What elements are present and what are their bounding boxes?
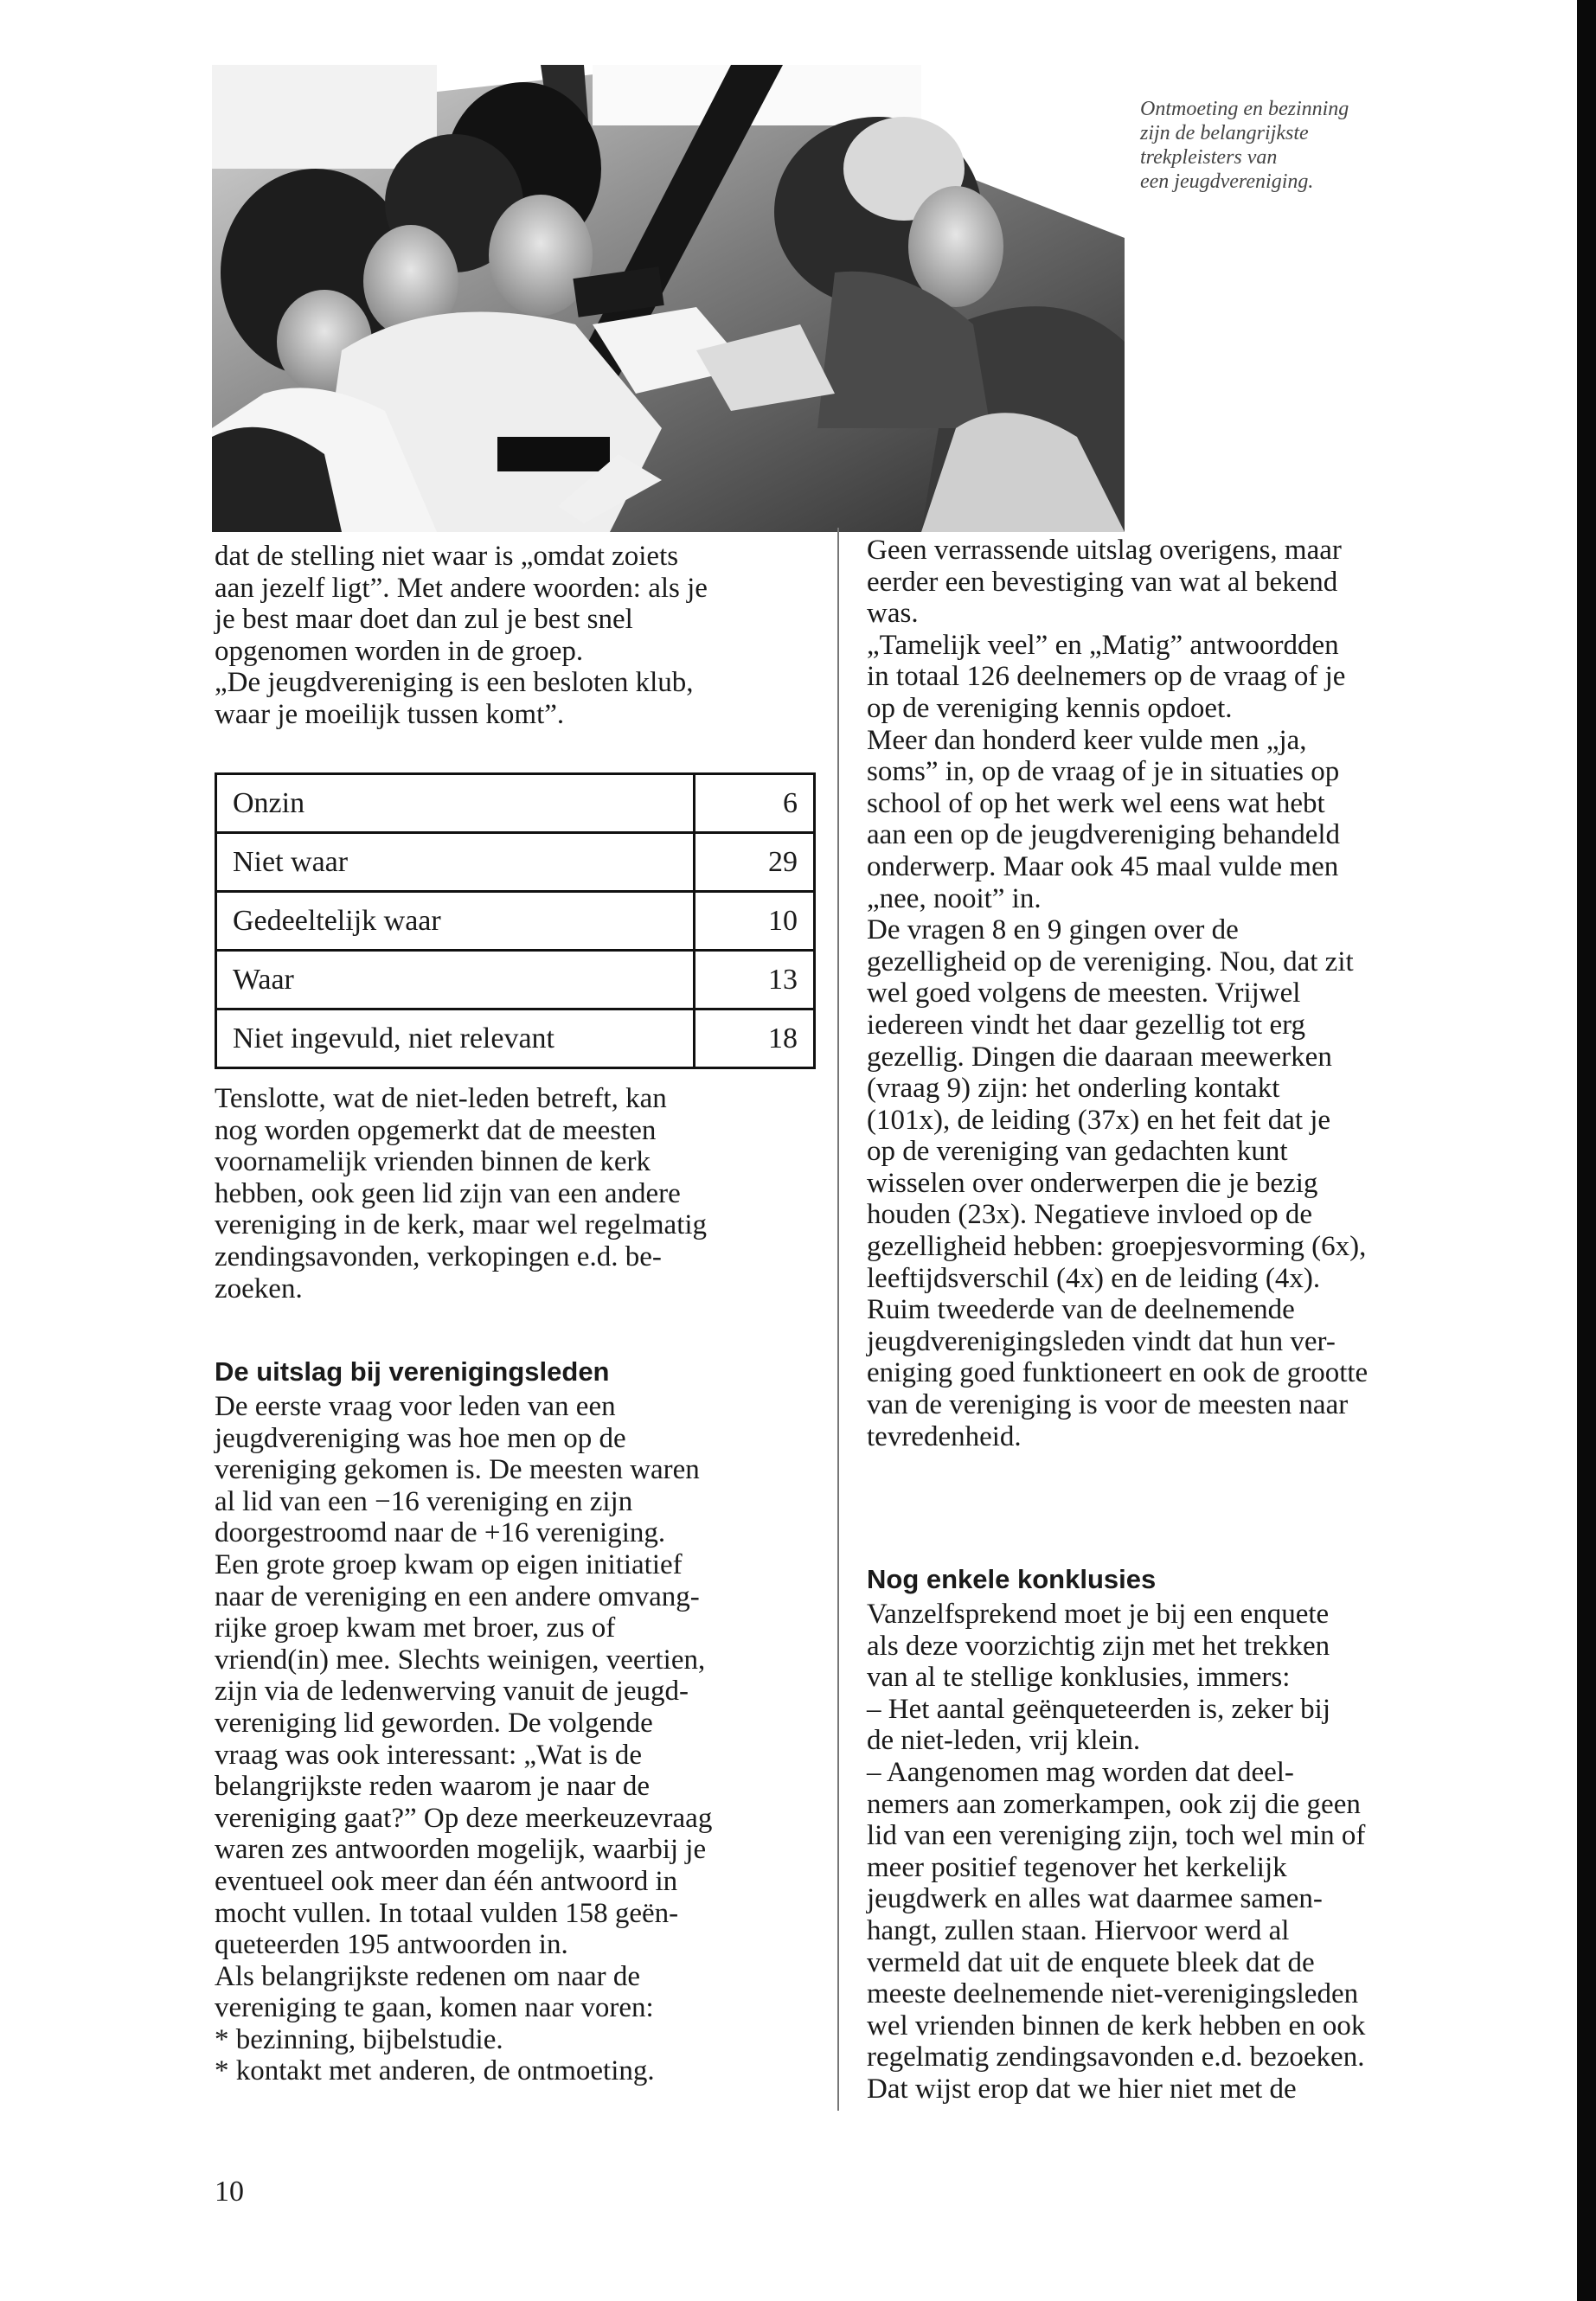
text-line: nog worden opgemerkt dat de meesten — [215, 1114, 657, 1146]
text-line: van al te stellige konklusies, immers: — [867, 1662, 1291, 1694]
caption-line: zijn de belangrijkste — [1140, 122, 1309, 144]
text-line: tevredenheid. — [867, 1420, 1022, 1452]
text-line: zijn via de ledenwerving vanuit de jeugd- — [215, 1676, 689, 1708]
text-line: * bezinning, bijbelstudie. — [215, 2023, 503, 2055]
table-row — [216, 833, 815, 892]
row-value: 13 — [695, 951, 815, 1009]
text-line: Als belangrijkste redenen om naar de — [215, 1960, 641, 1992]
text-line: „Tamelijk veel” en „Matig” antwoordden — [867, 629, 1339, 661]
text-line: eventueel ook meer dan één antwoord in — [215, 1865, 678, 1897]
text-line: De vragen 8 en 9 gingen over de — [867, 914, 1239, 946]
table-row — [216, 892, 815, 951]
text-line: hangt, zullen staan. Hiervoor werd al — [867, 1914, 1290, 1946]
text-line: „De jeugdvereniging is een besloten klub, — [215, 667, 694, 699]
text-line: hebben, ook geen lid zijn van een andere — [215, 1177, 681, 1209]
row-label: Waar — [216, 951, 695, 1009]
text-line: – Het aantal geënqueteerden is, zeker bij — [867, 1693, 1330, 1725]
text-line: naar de vereniging en een andere omvang- — [215, 1580, 700, 1612]
text-line: wel goed volgens de meesten. Vrijwel — [867, 977, 1301, 1009]
text-line: jeugdvereniging was hoe men op de — [215, 1422, 626, 1454]
text-line: eerder een bevestiging van wat al bekend — [867, 566, 1338, 598]
text-line: waar je moeilijk tussen komt”. — [215, 698, 565, 730]
page-number: 10 — [215, 2176, 244, 2208]
text-line: vraag was ook interessant: „Wat is de — [215, 1739, 643, 1771]
photo-caption — [1140, 97, 1486, 194]
section-verenigingsleden — [215, 1356, 824, 2087]
text-line: Dat wijst erop dat we hier niet met de — [867, 2073, 1297, 2105]
text-line: van de vereniging is voor de meesten naar — [867, 1389, 1349, 1421]
text-line: op de vereniging van gedachten kunt — [867, 1136, 1288, 1168]
text-line: je best maar doet dan zul je best snel — [215, 604, 633, 636]
section-heading: Nog enkele konklusies — [867, 1564, 1157, 1594]
text-line: vereniging in de kerk, maar wel regelmatig — [215, 1209, 708, 1241]
text-line: – Aangenomen mag worden dat deel- — [867, 1756, 1294, 1788]
text-line: voornamelijk vrienden binnen de kerk — [215, 1146, 651, 1178]
text-line: gezelligheid hebben: groepjesvorming (6x), — [867, 1231, 1367, 1263]
text-line: waren zes antwoorden mogelijk, waarbij je — [215, 1834, 707, 1866]
text-line: jeugdverenigingsleden vindt dat hun ver- — [867, 1325, 1336, 1357]
text-line: Meer dan honderd keer vulde men „ja, — [867, 724, 1307, 756]
text-line: onderwerp. Maar ook 45 maal vulde men — [867, 850, 1339, 882]
text-line: meer positief tegenover het kerkelijk — [867, 1851, 1287, 1883]
text-line: rijke groep kwam met broer, zus of — [215, 1612, 616, 1644]
text-line: iedereen vindt het daar gezellig tot erg — [867, 1009, 1306, 1041]
text-line: jeugdwerk en alles wat daarmee samen- — [867, 1883, 1323, 1915]
text-line: (101x), de leiding (37x) en het feit dat je — [867, 1104, 1331, 1136]
text-line: houden (23x). Negatieve invloed op de — [867, 1199, 1313, 1231]
text-line: de niet-leden, vrij klein. — [867, 1725, 1141, 1757]
text-line: regelmatig zendingsavonden e.d. bezoeken. — [867, 2041, 1365, 2073]
text-line: Tenslotte, wat de niet-leden betreft, kan — [215, 1083, 667, 1114]
row-value: 18 — [695, 1009, 815, 1068]
text-line: als deze voorzichtig zijn met het trekken — [867, 1630, 1330, 1662]
text-line: meeste deelnemende niet-verenigingsleden — [867, 1978, 1359, 2010]
text-line: wisselen over onderwerpen die je bezig — [867, 1167, 1318, 1199]
text-line: vriend(in) mee. Slechts weinigen, veertien, — [215, 1644, 706, 1676]
caption-line: Ontmoeting en bezinning — [1140, 98, 1349, 120]
text-line: dat de stelling niet waar is „omdat zoiets — [215, 541, 679, 572]
text-line: „nee, nooit” in. — [867, 882, 1042, 914]
text-line: belangrijkste reden waarom je naar de — [215, 1771, 651, 1803]
text-line: eniging goed funktioneert en ook de grootte — [867, 1357, 1368, 1389]
text-line: leeftijdsverschil (4x) en de leiding (4x). — [867, 1262, 1321, 1294]
row-value: 10 — [695, 892, 815, 951]
text-line: De eerste vraag voor leden van een — [215, 1391, 616, 1422]
row-label: Gedeeltelijk waar — [216, 892, 695, 951]
results-table — [215, 772, 816, 1069]
text-line: nemers aan zomerkampen, ook zij die geen — [867, 1788, 1361, 1820]
text-line: Een grote groep kwam op eigen initiatief — [215, 1548, 683, 1580]
table-row — [216, 1009, 815, 1068]
caption-line: een jeugdvereniging. — [1140, 170, 1314, 193]
row-value: 6 — [695, 774, 815, 833]
text-line: school of op het werk wel eens wat hebt — [867, 787, 1325, 819]
text-line: Ruim tweederde van de deelnemende — [867, 1294, 1295, 1326]
row-label: Niet ingevuld, niet relevant — [216, 1009, 695, 1068]
text-line: aan jezelf ligt”. Met andere woorden: als je — [215, 572, 708, 604]
column-divider — [837, 528, 839, 2111]
section-konklusies — [867, 1564, 1472, 2106]
text-line: vermeld dat uit de enquete bleek dat de — [867, 1946, 1315, 1978]
row-value: 29 — [695, 833, 815, 892]
scan-edge — [1577, 0, 1596, 2301]
text-line: opgenomen worden in de groep. — [215, 635, 584, 667]
text-line: aan een op de jeugdvereniging behandeld — [867, 819, 1341, 851]
text-line: vereniging gaat?” Op deze meerkeuzevraag — [215, 1802, 713, 1834]
text-line: * kontakt met anderen, de ontmoeting. — [215, 2055, 655, 2087]
row-label: Niet waar — [216, 833, 695, 892]
text-line: zendingsavonden, verkopingen e.d. be- — [215, 1240, 662, 1272]
text-line: queteerden 195 antwoorden in. — [215, 1929, 568, 1961]
text-line: soms” in, op de vraag of je in situaties op — [867, 756, 1340, 788]
text-line: zoeken. — [215, 1272, 303, 1304]
table-row — [216, 774, 815, 833]
text-line: wel vrienden binnen de kerk hebben en ook — [867, 2009, 1366, 2041]
text-line: doorgestroomd naar de +16 vereniging. — [215, 1517, 666, 1549]
text-line: gezelligheid op de vereniging. Nou, dat zit — [867, 945, 1354, 977]
right-main — [867, 535, 1472, 1452]
text-line: Geen verrassende uitslag overigens, maar — [867, 535, 1342, 566]
text-line: al lid van een −16 vereniging en zijn — [215, 1485, 633, 1517]
row-label: Onzin — [216, 774, 695, 833]
text-line: in totaal 126 deelnemers op de vraag of je — [867, 661, 1346, 693]
text-line: Vanzelfsprekend moet je bij een enquete — [867, 1599, 1330, 1630]
text-line: mocht vullen. In totaal vulden 158 geën- — [215, 1897, 679, 1929]
left-after-table — [215, 1083, 824, 1304]
text-line: vereniging gekomen is. De meesten waren — [215, 1454, 700, 1486]
text-line: (vraag 9) zijn: het onderling kontakt — [867, 1073, 1280, 1105]
caption-line: trekpleisters van — [1140, 146, 1278, 169]
left-intro — [215, 541, 824, 731]
text-line: lid van een vereniging zijn, toch wel min of — [867, 1820, 1366, 1852]
text-line: was. — [867, 598, 919, 630]
text-line: vereniging lid geworden. De volgende — [215, 1707, 653, 1739]
table-row — [216, 951, 815, 1009]
section-heading: De uitslag bij verenigingsleden — [215, 1356, 610, 1387]
text-line: op de vereniging kennis opdoet. — [867, 692, 1233, 724]
text-line: vereniging te gaan, komen naar voren: — [215, 1992, 654, 2024]
group-photo — [212, 65, 1125, 532]
text-line: gezellig. Dingen die daaraan meewerken — [867, 1041, 1332, 1073]
